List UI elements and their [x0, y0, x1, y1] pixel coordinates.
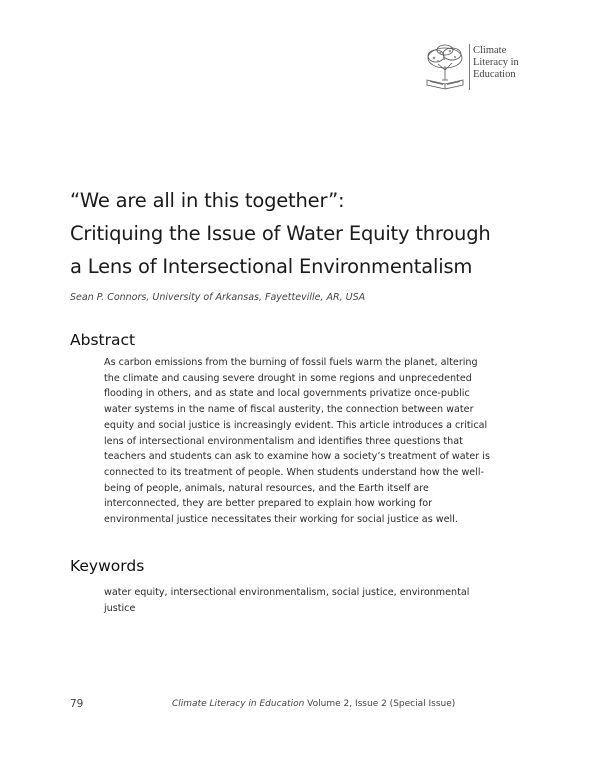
journal-logo-name [473, 45, 519, 81]
logo-line: Climate [473, 45, 507, 56]
tree-book-icon [420, 38, 470, 94]
abstract-line: being of people, animals, natural resources, and the Earth itself are [104, 482, 429, 494]
abstract-heading: Abstract [70, 331, 136, 349]
footer-citation [172, 699, 455, 709]
logo-divider [469, 44, 470, 90]
footer-issue-info: Volume 2, Issue 2 (Special Issue) [304, 699, 456, 709]
abstract-line: environmental justice necessitates their working for social justice as well. [104, 514, 458, 526]
abstract-line: connected to its treatment of people. When students understand how the well- [104, 466, 484, 478]
abstract-line: As carbon emissions from the burning of fossil fuels warm the planet, altering [104, 357, 478, 368]
abstract-line: lens of intersectional environmentalism and identifies three questions that [104, 435, 463, 447]
title-line: a Lens of Intersectional Environmentalism [70, 255, 473, 278]
logo-line: Education [473, 69, 516, 80]
keywords-text [104, 585, 524, 616]
keywords-line: water equity, intersectional environmentalism, social justice, environmental [104, 587, 470, 598]
abstract-line: the climate and causing severe drought in some regions and unprecedented [104, 372, 472, 384]
abstract-text [104, 355, 536, 528]
page-number: 79 [70, 698, 84, 710]
author-affiliation: Sean P. Connors, University of Arkansas, Fayetteville, AR, USA [70, 292, 366, 303]
title-line: Critiquing the Issue of Water Equity through [70, 222, 491, 245]
abstract-line: flooding in others, and as state and local governments privatize once-public [104, 388, 470, 400]
keywords-heading: Keywords [70, 557, 145, 575]
footer-journal-title: Climate Literacy in Education [172, 699, 305, 709]
abstract-line: equity and social justice is increasingly evident. This article introduces a critical [104, 419, 488, 431]
logo-line: Literacy in [473, 57, 519, 68]
journal-logo [420, 38, 530, 94]
keywords-line: justice [104, 602, 136, 614]
abstract-line: water systems in the name of fiscal austerity, the connection between water [104, 404, 474, 416]
article-title [70, 184, 570, 283]
title-line: “We are all in this together”: [70, 189, 345, 212]
abstract-line: interconnected, they are better prepared to explain how working for [104, 498, 433, 510]
abstract-line: teachers and students can ask to examine how a society’s treatment of water is [104, 451, 490, 463]
